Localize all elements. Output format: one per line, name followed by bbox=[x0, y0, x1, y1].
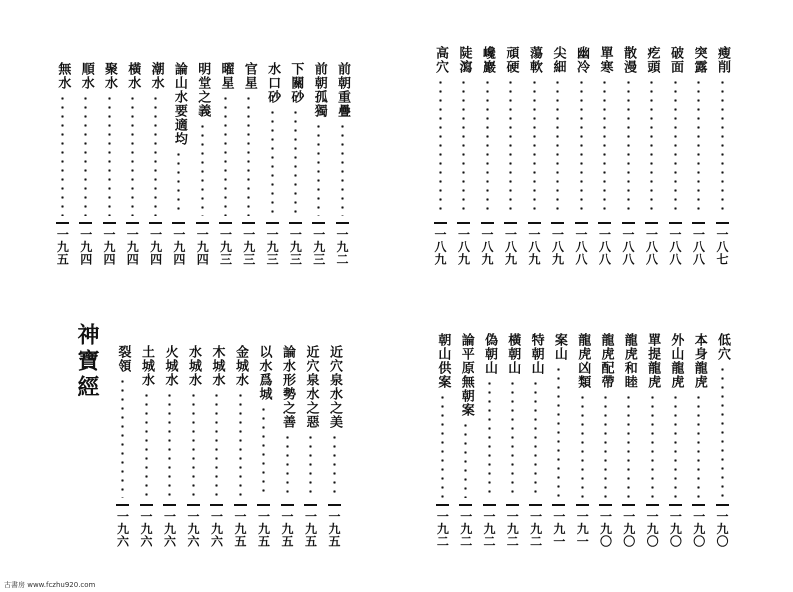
toc-entry-page: 一九三 bbox=[288, 228, 303, 266]
dot-leader bbox=[84, 94, 87, 216]
page-dash bbox=[481, 222, 494, 224]
toc-entry-title: 特朝山 bbox=[528, 333, 544, 375]
page-dash bbox=[328, 504, 341, 506]
toc-entry-page: 一八八 bbox=[574, 228, 588, 266]
toc-entry bbox=[666, 46, 684, 266]
page-dash bbox=[692, 222, 705, 224]
toc-entry-page: 一九〇 bbox=[691, 510, 706, 548]
dot-leader bbox=[286, 433, 289, 498]
page-dash bbox=[116, 504, 129, 506]
toc-entry bbox=[433, 333, 451, 548]
dot-leader bbox=[721, 365, 724, 498]
toc-entry-page: 一九一 bbox=[551, 510, 566, 548]
page-dash bbox=[149, 222, 162, 224]
toc-entry-title: 聚水 bbox=[102, 62, 117, 90]
toc-entry-page: 一八八 bbox=[597, 228, 612, 266]
dot-leader bbox=[247, 94, 250, 216]
page-dash bbox=[242, 222, 255, 224]
toc-entry-title: 火城水 bbox=[162, 345, 178, 387]
page-dash bbox=[79, 222, 92, 224]
dot-leader bbox=[603, 78, 606, 216]
page-dash bbox=[622, 504, 635, 506]
page-dash bbox=[434, 222, 447, 224]
toc-entry-page: 一九四 bbox=[148, 228, 163, 266]
dot-leader bbox=[154, 94, 157, 216]
toc-entry-title: 單寒 bbox=[597, 46, 613, 74]
dot-leader bbox=[108, 94, 111, 216]
page-dash bbox=[506, 504, 519, 506]
dot-leader bbox=[177, 150, 180, 216]
toc-entry bbox=[77, 62, 95, 266]
toc-entry-page: 一八八 bbox=[691, 228, 706, 266]
dot-leader bbox=[697, 78, 700, 216]
toc-entry bbox=[170, 62, 188, 266]
page-dash bbox=[575, 222, 588, 224]
toc-entry-page: 一九五 bbox=[256, 510, 271, 548]
toc-entry-title: 瘦削 bbox=[715, 46, 730, 74]
toc-entry-title: 低穴 bbox=[715, 333, 730, 361]
page-dash bbox=[529, 504, 542, 506]
page-dash bbox=[126, 222, 139, 224]
toc-entry bbox=[123, 62, 141, 266]
toc-entry-page: 一九三 bbox=[311, 228, 326, 266]
toc-entry-page: 一九六 bbox=[186, 510, 200, 548]
toc-entry bbox=[431, 46, 449, 266]
toc-entry-page: 一九四 bbox=[125, 228, 140, 266]
toc-entry-title: 龍虎和睦 bbox=[621, 333, 637, 389]
toc-entry-page: 一九四 bbox=[78, 228, 93, 266]
page-dash bbox=[304, 504, 317, 506]
toc-entry-title: 金城水 bbox=[233, 345, 248, 387]
toc-entry-page: 一八八 bbox=[644, 228, 659, 266]
dot-leader bbox=[627, 393, 630, 498]
toc-entry-page: 一九二 bbox=[435, 510, 450, 548]
toc-entry bbox=[480, 333, 498, 548]
page-dash bbox=[436, 504, 449, 506]
toc-entry-page: 一九五 bbox=[303, 510, 318, 548]
toc-entry-page: 一九〇 bbox=[715, 510, 729, 548]
dot-leader bbox=[580, 78, 583, 216]
toc-entry bbox=[325, 345, 343, 548]
toc-entry-page: 一九六 bbox=[139, 510, 153, 548]
toc-entry bbox=[278, 345, 296, 548]
dot-leader bbox=[294, 108, 297, 216]
dot-leader bbox=[131, 94, 134, 216]
book-title: 神寶經 bbox=[74, 323, 100, 401]
dot-leader bbox=[511, 379, 514, 498]
dot-leader bbox=[192, 391, 195, 498]
toc-entry bbox=[302, 345, 320, 548]
page-dash bbox=[312, 222, 325, 224]
toc-entry bbox=[478, 46, 496, 266]
dot-leader bbox=[556, 78, 559, 216]
dot-leader bbox=[271, 108, 274, 216]
dot-leader bbox=[651, 393, 654, 498]
dot-leader bbox=[721, 78, 724, 216]
toc-entry bbox=[713, 46, 731, 266]
page-dash bbox=[187, 504, 200, 506]
toc-entry-title: 水城水 bbox=[186, 345, 201, 387]
dot-leader bbox=[333, 433, 336, 498]
dot-leader bbox=[464, 421, 467, 498]
toc-entry-page: 一九五 bbox=[55, 228, 70, 266]
page-dash bbox=[163, 504, 176, 506]
dot-leader bbox=[581, 393, 584, 498]
page-dash bbox=[716, 504, 729, 506]
toc-entry-page: 一九五 bbox=[327, 510, 341, 548]
toc-entry-page: 一九二 bbox=[482, 510, 496, 548]
toc-entry bbox=[455, 46, 473, 266]
toc-entry-title: 曜星 bbox=[218, 62, 234, 90]
toc-entry bbox=[457, 333, 475, 548]
dot-leader bbox=[121, 377, 124, 498]
toc-entry-title: 龍虎配帶 bbox=[598, 333, 614, 389]
page-dash bbox=[234, 504, 247, 506]
toc-entry-page: 一八八 bbox=[668, 228, 682, 266]
dot-leader bbox=[145, 391, 148, 498]
toc-entry-title: 土城水 bbox=[139, 345, 154, 387]
page-dash bbox=[669, 504, 682, 506]
page-dash bbox=[646, 504, 659, 506]
toc-entry bbox=[333, 62, 351, 266]
page-dash bbox=[483, 504, 496, 506]
toc-entry-page: 一八九 bbox=[433, 228, 447, 266]
toc-entry bbox=[549, 46, 567, 266]
toc-entry-page: 一八九 bbox=[527, 228, 541, 266]
toc-entry-title: 前朝重疊 bbox=[335, 62, 350, 118]
dot-leader bbox=[674, 393, 677, 498]
toc-entry-page: 一九三 bbox=[241, 228, 256, 266]
dot-leader bbox=[674, 78, 677, 216]
toc-entry-title: 下關砂 bbox=[288, 62, 304, 104]
toc-entry bbox=[263, 62, 281, 266]
dot-leader bbox=[627, 78, 630, 216]
toc-entry-title: 橫水 bbox=[125, 62, 141, 90]
dot-leader bbox=[534, 379, 537, 498]
toc-entry-title: 本身龍虎 bbox=[691, 333, 707, 389]
page-dash bbox=[172, 222, 185, 224]
dot-leader bbox=[215, 391, 218, 498]
toc-entry-page: 一九四 bbox=[171, 228, 186, 266]
toc-entry-page: 一八九 bbox=[456, 228, 471, 266]
toc-entry-page: 一九六 bbox=[115, 510, 130, 548]
dot-leader bbox=[509, 78, 512, 216]
page-dash bbox=[598, 222, 611, 224]
dot-leader bbox=[168, 391, 171, 498]
toc-entry bbox=[240, 62, 258, 266]
toc-entry-page: 一八九 bbox=[503, 228, 518, 266]
page-dash bbox=[528, 222, 541, 224]
toc-entry bbox=[184, 345, 202, 548]
toc-entry-title: 無水 bbox=[55, 62, 71, 90]
dot-leader bbox=[650, 78, 653, 216]
dot-leader bbox=[697, 393, 700, 498]
toc-entry bbox=[231, 345, 249, 548]
toc-entry bbox=[53, 62, 71, 266]
dot-leader bbox=[201, 122, 204, 216]
toc-entry-title: 偽朝山 bbox=[482, 333, 497, 375]
dot-leader bbox=[309, 433, 312, 498]
page-dash bbox=[645, 222, 658, 224]
toc-entry bbox=[527, 333, 545, 548]
dot-leader bbox=[341, 122, 344, 216]
toc-entry-title: 木城水 bbox=[209, 345, 225, 387]
dot-leader bbox=[224, 94, 227, 216]
toc-entry-title: 幽冷 bbox=[574, 46, 589, 74]
page-dash bbox=[669, 222, 682, 224]
toc-entry bbox=[217, 62, 235, 266]
site-footer: 古書房 www.fczhu920.com bbox=[4, 581, 96, 589]
toc-entry bbox=[137, 345, 155, 548]
toc-entry-title: 潮水 bbox=[148, 62, 164, 90]
dot-leader bbox=[239, 391, 242, 498]
page-dash bbox=[140, 504, 153, 506]
page-dash bbox=[622, 222, 635, 224]
page-dash bbox=[336, 222, 349, 224]
dot-leader bbox=[557, 365, 560, 498]
toc-entry-page: 一九〇 bbox=[645, 510, 660, 548]
dot-leader bbox=[604, 393, 607, 498]
toc-entry-title: 以水爲城 bbox=[256, 345, 272, 401]
toc-entry-page: 一九二 bbox=[528, 510, 543, 548]
page-dash bbox=[692, 504, 705, 506]
toc-entry bbox=[666, 333, 684, 548]
toc-entry bbox=[573, 333, 591, 548]
toc-entry bbox=[147, 62, 165, 266]
toc-entry bbox=[286, 62, 304, 266]
toc-entry-page: 一九二 bbox=[505, 510, 520, 548]
toc-entry-title: 散漫 bbox=[621, 46, 636, 74]
page-dash bbox=[281, 504, 294, 506]
toc-entry-title: 論山水要適均 bbox=[171, 62, 187, 146]
page-dash bbox=[289, 222, 302, 224]
toc-entry-page: 一八八 bbox=[621, 228, 635, 266]
toc-entry bbox=[208, 345, 226, 548]
toc-entry bbox=[114, 345, 132, 548]
toc-entry bbox=[161, 345, 179, 548]
toc-entry-title: 破面 bbox=[668, 46, 683, 74]
page-dash bbox=[257, 504, 270, 506]
toc-entry bbox=[643, 46, 661, 266]
toc-entry-title: 近穴泉水之惡 bbox=[303, 345, 319, 429]
toc-entry-page: 一九五 bbox=[280, 510, 294, 548]
toc-entry-title: 橫朝山 bbox=[505, 333, 521, 375]
page-dash bbox=[457, 222, 470, 224]
page-dash bbox=[552, 504, 565, 506]
toc-entry bbox=[690, 46, 708, 266]
toc-entry-title: 蕩軟 bbox=[527, 46, 542, 74]
toc-entry bbox=[503, 333, 521, 548]
dot-leader bbox=[462, 78, 465, 216]
toc-entry-title: 陡瀉 bbox=[456, 46, 472, 74]
toc-entry bbox=[502, 46, 520, 266]
toc-entry-page: 一九五 bbox=[233, 510, 247, 548]
toc-entry-title: 尖細 bbox=[550, 46, 566, 74]
page-dash bbox=[504, 222, 517, 224]
toc-entry-page: 一八九 bbox=[480, 228, 494, 266]
toc-entry-page: 一九四 bbox=[102, 228, 116, 266]
toc-entry-title: 水口砂 bbox=[265, 62, 281, 104]
toc-entry bbox=[572, 46, 590, 266]
toc-entry-title: 單提龍虎 bbox=[645, 333, 661, 389]
toc-entry-title: 順水 bbox=[78, 62, 94, 90]
toc-entry-title: 裂領 bbox=[115, 345, 131, 373]
toc-entry-title: 朝山供案 bbox=[435, 333, 451, 389]
page-dash bbox=[599, 504, 612, 506]
dot-leader bbox=[262, 405, 265, 498]
toc-entry-title: 前朝孤獨 bbox=[311, 62, 327, 118]
toc-entry-title: 官星 bbox=[241, 62, 257, 90]
toc-entry bbox=[596, 46, 614, 266]
toc-entry-title: 案山 bbox=[551, 333, 567, 361]
toc-entry bbox=[100, 62, 118, 266]
toc-entry bbox=[255, 345, 273, 548]
toc-entry-title: 論水形勢之善 bbox=[280, 345, 295, 429]
toc-entry bbox=[619, 46, 637, 266]
toc-entry-page: 一九六 bbox=[162, 510, 177, 548]
toc-entry-page: 一九二 bbox=[458, 510, 473, 548]
toc-entry-title: 頑硬 bbox=[503, 46, 519, 74]
toc-entry-page: 一八七 bbox=[715, 228, 729, 266]
toc-entry-page: 一九四 bbox=[195, 228, 210, 266]
toc-entry-title: 外山龍虎 bbox=[668, 333, 684, 389]
toc-entry-page: 一九〇 bbox=[621, 510, 636, 548]
page-dash bbox=[716, 222, 729, 224]
toc-entry bbox=[550, 333, 568, 548]
toc-entry bbox=[690, 333, 708, 548]
toc-entry-title: 龍虎凶類 bbox=[575, 333, 591, 389]
toc-entry-page: 一九二 bbox=[335, 228, 349, 266]
toc-entry bbox=[525, 46, 543, 266]
dot-leader bbox=[317, 122, 320, 216]
toc-entry-page: 一九〇 bbox=[668, 510, 683, 548]
toc-entry bbox=[597, 333, 615, 548]
page-dash bbox=[576, 504, 589, 506]
toc-entry-page: 一八九 bbox=[550, 228, 565, 266]
toc-entry bbox=[620, 333, 638, 548]
toc-entry-title: 明堂之義 bbox=[195, 62, 211, 118]
page-dash bbox=[210, 504, 223, 506]
page-dash bbox=[459, 504, 472, 506]
page-dash bbox=[56, 222, 69, 224]
toc-entry-title: 論平原無朝案 bbox=[458, 333, 474, 417]
page-dash bbox=[219, 222, 232, 224]
page-dash bbox=[196, 222, 209, 224]
toc-entry bbox=[713, 333, 731, 548]
toc-entry bbox=[643, 333, 661, 548]
page-dash bbox=[266, 222, 279, 224]
toc-entry-title: 近穴泉水之美 bbox=[327, 345, 342, 429]
toc-entry bbox=[310, 62, 328, 266]
page-dash bbox=[551, 222, 564, 224]
dot-leader bbox=[61, 94, 64, 216]
toc-entry bbox=[193, 62, 211, 266]
dot-leader bbox=[533, 78, 536, 216]
toc-entry-title: 疙頭 bbox=[644, 46, 660, 74]
toc-entry-page: 一九三 bbox=[265, 228, 280, 266]
toc-entry-title: 巉巖 bbox=[480, 46, 495, 74]
toc-entry-page: 一九〇 bbox=[598, 510, 613, 548]
toc-entry-title: 高穴 bbox=[433, 46, 448, 74]
dot-leader bbox=[439, 78, 442, 216]
dot-leader bbox=[488, 379, 491, 498]
toc-entry-title: 突露 bbox=[691, 46, 707, 74]
toc-entry-page: 一九一 bbox=[575, 510, 590, 548]
toc-entry-page: 一九三 bbox=[218, 228, 233, 266]
page-dash bbox=[103, 222, 116, 224]
dot-leader bbox=[441, 393, 444, 498]
dot-leader bbox=[486, 78, 489, 216]
toc-entry-page: 一九六 bbox=[209, 510, 224, 548]
